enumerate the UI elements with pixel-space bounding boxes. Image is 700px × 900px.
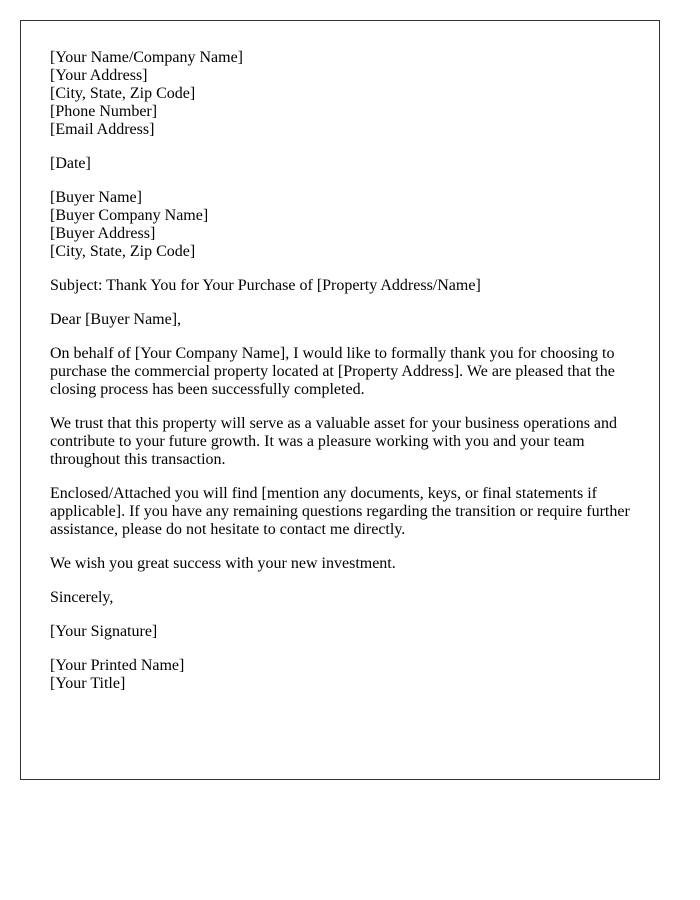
salutation-text: Dear [Buyer Name], bbox=[50, 311, 182, 328]
body-paragraph-3 bbox=[50, 485, 630, 539]
body-line: Enclosed/Attached you will find [mention any documents, keys, or final statements if bbox=[50, 485, 597, 502]
printed-name: [Your Printed Name] bbox=[50, 657, 185, 674]
sender-name: [Your Name/Company Name] bbox=[50, 49, 244, 66]
body-line: applicable]. If you have any remaining questions regarding the transition or require further bbox=[50, 503, 630, 520]
subject-line bbox=[50, 277, 630, 295]
salutation bbox=[50, 311, 630, 329]
letter-page bbox=[20, 20, 660, 780]
signature-text: [Your Signature] bbox=[50, 623, 158, 640]
body-line: purchase the commercial property located at [Property Address]. We are pleased that the bbox=[50, 363, 615, 380]
subject-text: Subject: Thank You for Your Purchase of [Property Address/Name] bbox=[50, 277, 481, 294]
letter-date: [Date] bbox=[50, 155, 91, 172]
date-block bbox=[50, 155, 630, 173]
body-line: closing process has been successfully completed. bbox=[50, 381, 365, 398]
recipient-address: [Buyer Address] bbox=[50, 225, 156, 242]
signoff-block bbox=[50, 657, 630, 693]
body-paragraph-1 bbox=[50, 345, 630, 399]
sender-email: [Email Address] bbox=[50, 121, 155, 138]
body-line: throughout this transaction. bbox=[50, 451, 226, 468]
body-line: assistance, please do not hesitate to contact me directly. bbox=[50, 521, 406, 538]
sender-phone: [Phone Number] bbox=[50, 103, 158, 120]
body-paragraph-2 bbox=[50, 415, 630, 469]
closing-text: Sincerely, bbox=[50, 589, 114, 606]
sender-address-block bbox=[50, 49, 630, 139]
recipient-city-state-zip: [City, State, Zip Code] bbox=[50, 243, 196, 260]
closing bbox=[50, 589, 630, 607]
sender-address: [Your Address] bbox=[50, 67, 148, 84]
signature bbox=[50, 623, 630, 641]
recipient-address-block bbox=[50, 189, 630, 261]
body-line: We wish you great success with your new investment. bbox=[50, 555, 396, 572]
sender-city-state-zip: [City, State, Zip Code] bbox=[50, 85, 196, 102]
body-line: On behalf of [Your Company Name], I would like to formally thank you for choosing to bbox=[50, 345, 615, 362]
body-line: contribute to your future growth. It was a pleasure working with you and your team bbox=[50, 433, 585, 450]
recipient-company: [Buyer Company Name] bbox=[50, 207, 209, 224]
recipient-name: [Buyer Name] bbox=[50, 189, 142, 206]
title: [Your Title] bbox=[50, 675, 126, 692]
body-paragraph-4 bbox=[50, 555, 630, 573]
body-line: We trust that this property will serve as a valuable asset for your business operations and bbox=[50, 415, 618, 432]
